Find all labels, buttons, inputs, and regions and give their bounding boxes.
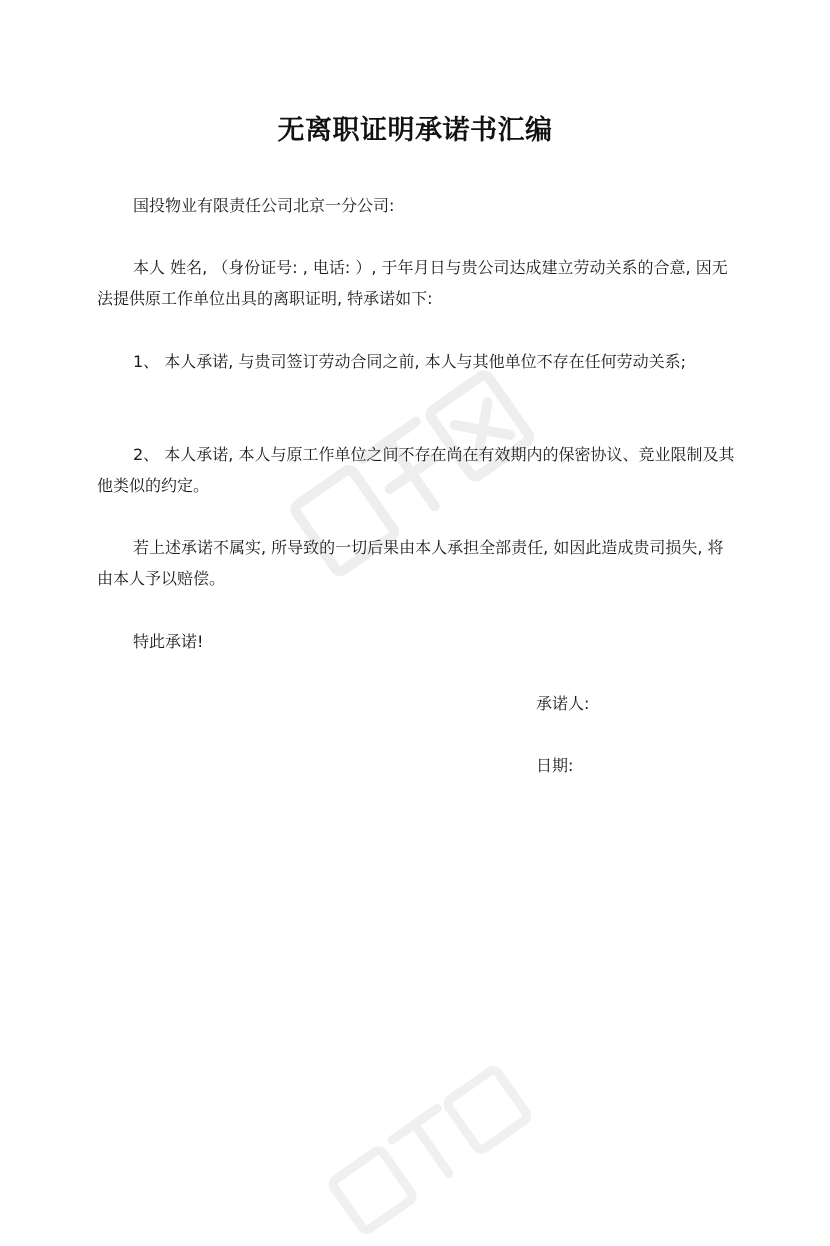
date-label: 日期:: [536, 756, 574, 775]
closing-statement: 特此承诺!: [133, 632, 204, 651]
promisor-signature-label: 承诺人:: [536, 694, 590, 713]
intro-paragraph: 本人 姓名, （身份证号: , 电话: ）, 于年月日与贵公司达成建立劳动关系的合意, 因无法提供原工作单位出具的离职证明, 特承诺如下:: [97, 258, 728, 308]
document-title: 无离职证明承诺书汇编: [277, 115, 553, 146]
promise-item-1: 1、 本人承诺, 与贵司签订劳动合同之前, 本人与其他单位不存在任何劳动关系;: [133, 352, 687, 371]
promise-item-2: 2、 本人承诺, 本人与原工作单位之间不存在尚在有效期内的保密协议、竞业限制及其他类似的约定。: [97, 445, 735, 495]
salutation: 国投物业有限责任公司北京一分公司:: [133, 196, 395, 215]
consequence-paragraph: 若上述承诺不属实, 所导致的一切后果由本人承担全部责任, 如因此造成贵司损失, 将由本人予以赔偿。: [97, 538, 724, 588]
watermark-logo-bottom: [317, 1054, 543, 1246]
